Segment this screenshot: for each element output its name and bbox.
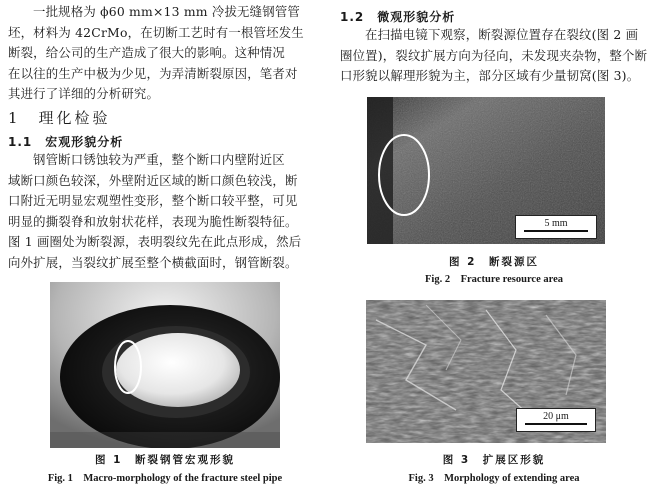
figure-1-caption-en: Fig. 1 Macro-morphology of the fracture steel pipe	[47, 473, 283, 484]
subsection-title-micro: 1.2 微观形貌分析	[340, 10, 456, 24]
figure-2-photo	[367, 97, 605, 244]
scale-label: 5 mm	[544, 218, 568, 229]
macro-line: 域断口颜色较深，外壁附近区域的断口颜色较浅，断	[8, 172, 298, 188]
macro-line: 向外扩展，当裂纹扩展至整个横截面时，钢管断裂。	[8, 254, 298, 270]
micro-line: 圈位置)，裂纹扩展方向为径向，未发现夹杂物，整个断	[340, 47, 648, 63]
figure-3-caption-cn: 图 3 扩展区形貌	[442, 454, 546, 466]
macro-line: 口附近无明显宏观塑性变形，整个断口较平整，可见	[8, 193, 298, 209]
intro-line: 其进行了详细的分析研究。	[8, 86, 160, 102]
subsection-title-macro: 1.1 宏观形貌分析	[8, 135, 124, 149]
figure-3-caption-en: Fig. 3 Morphology of extending area	[408, 473, 580, 484]
micro-line: 口形貌以解理形貌为主，部分区域有少量韧窝(图 3)。	[340, 68, 640, 84]
micro-line: 在扫描电镜下观察，断裂源位置存在裂纹(图 2 画	[365, 27, 639, 42]
macro-line: 钢管断口锈蚀较为严重，整个断口内壁附近区	[33, 152, 285, 167]
fracture-pipe-photo	[50, 282, 280, 448]
intro-line: 断裂，给公司的生产造成了很大的影响。这种情况	[8, 45, 285, 61]
figure-3-photo	[366, 300, 606, 443]
intro-line: 在以往的生产中极为少见，为弄清断裂原因，笔者对	[8, 65, 298, 81]
macro-line: 明显的撕裂脊和放射状花样，表现为脆性断裂特征。	[8, 213, 298, 229]
figure-2-caption-cn: 图 2 断裂源区	[449, 256, 539, 268]
macro-line: 图 1 画圈处为断裂源，表明裂纹先在此点形成，然后	[8, 234, 302, 250]
figure-2-caption-en: Fig. 2 Fracture resource area	[424, 274, 563, 285]
intro-line: 坯，材料为 42CrMo，在切断工艺时有一根管坯发生	[8, 24, 304, 40]
intro-paragraph	[8, 2, 322, 105]
section-title: 1 理化检验	[8, 109, 111, 127]
figure-1-photo	[50, 282, 280, 448]
figure-1-caption-cn: 图 1 断裂钢管宏观形貌	[95, 454, 235, 466]
intro-line: 一批规格为 ϕ60 mm×13 mm 冷拔无缝钢管管	[33, 4, 301, 19]
scale-label: 20 μm	[543, 411, 569, 422]
micro-paragraph	[340, 25, 648, 87]
scale-bar	[516, 408, 596, 432]
scale-bar	[515, 215, 597, 239]
macro-paragraph	[8, 150, 322, 274]
